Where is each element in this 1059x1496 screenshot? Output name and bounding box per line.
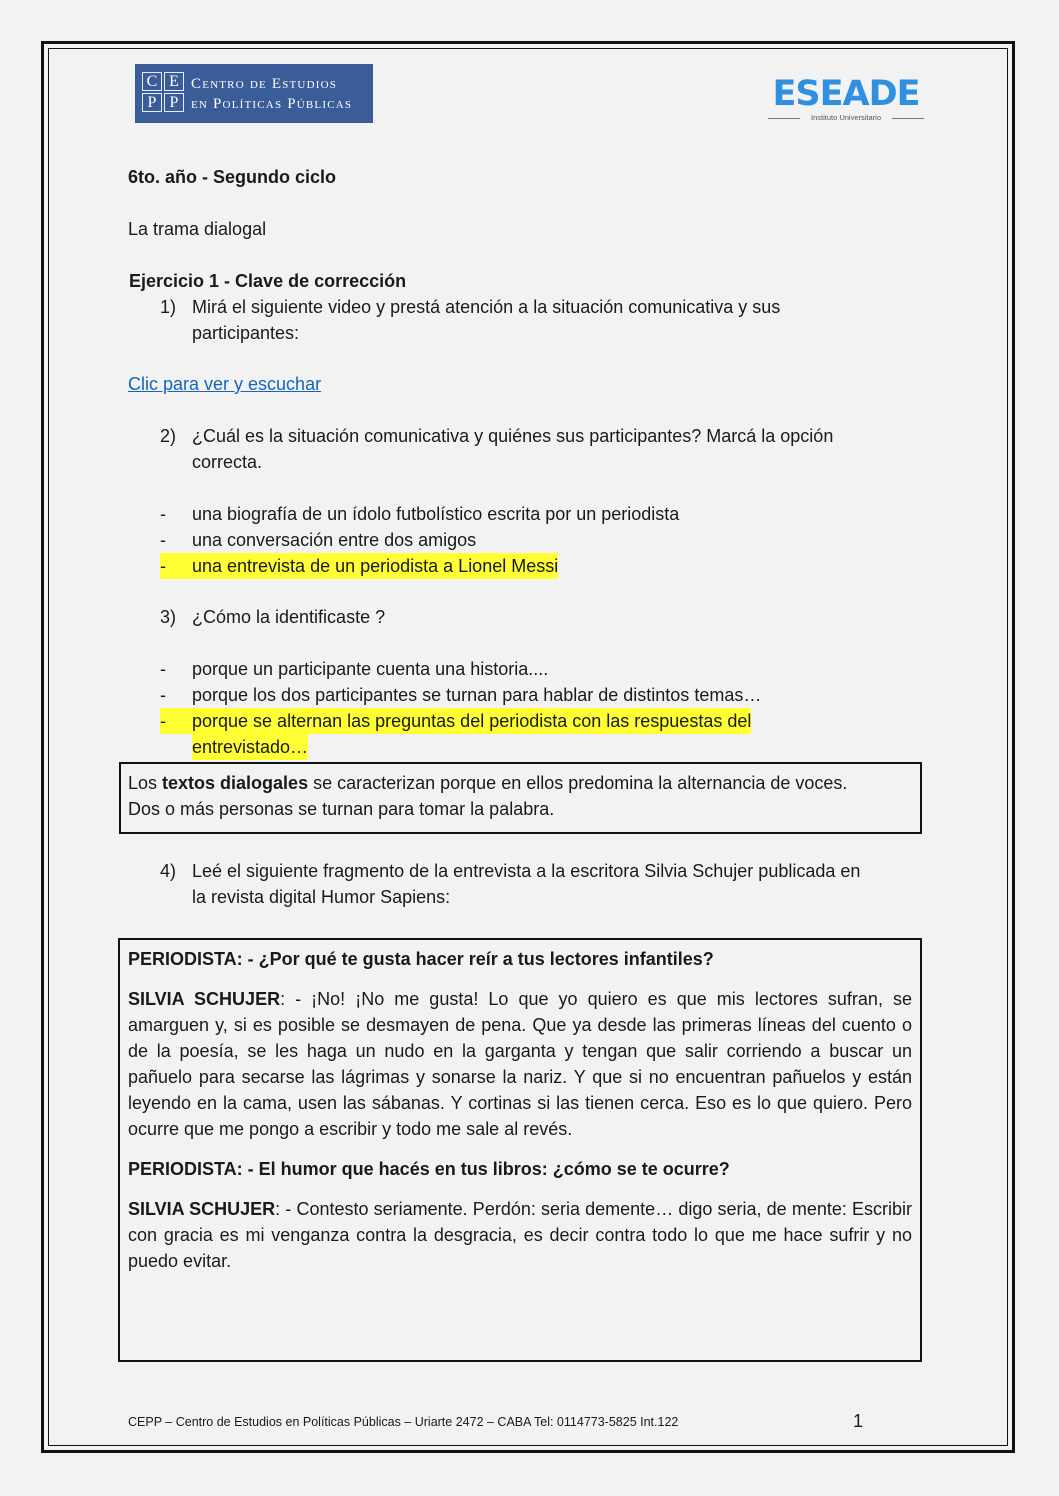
answer-speaker: SILVIA SCHUJER [128, 1199, 276, 1219]
list-dash: - [160, 504, 166, 524]
q4-number: 4) [160, 861, 177, 881]
definition-line2: Dos o más personas se turnan para tomar la palabra. [128, 799, 555, 819]
cepp-monogram [142, 72, 186, 114]
q2-text-line1: ¿Cuál es la situación comunicativa y quiénes sus participantes? Marcá la opción [192, 426, 834, 446]
q3-option: porque los dos participantes se turnan para hablar de distintos temas… [192, 685, 762, 705]
list-dash-highlighted: - [160, 708, 192, 734]
eseade-wordmark: ESEADE [772, 74, 920, 114]
page-number: 1 [853, 1411, 864, 1431]
q4-text-line2: la revista digital Humor Sapiens: [192, 887, 451, 907]
q3-text: ¿Cómo la identificaste ? [192, 607, 386, 627]
definition-pre: Los [128, 773, 163, 793]
q2-option-correct: una entrevista de un periodista a Lionel Messi [192, 553, 558, 579]
answer-speaker: SILVIA SCHUJER [128, 989, 281, 1009]
q3-option-correct-line2: entrevistado… [192, 734, 308, 760]
q2-number: 2) [160, 426, 177, 446]
q1-number: 1) [160, 297, 177, 317]
cepp-name [191, 74, 352, 114]
cepp-letter: P [142, 93, 162, 112]
cepp-logo [135, 64, 373, 123]
list-dash: - [160, 530, 166, 550]
interview-question-2: PERIODISTA: - El humor que hacés en tus libros: ¿cómo se te ocurre? [128, 1159, 730, 1179]
q1-text-line2: participantes: [192, 323, 300, 343]
q3-option-correct-line1: porque se alternan las preguntas del periodista con las respuestas del [192, 708, 751, 734]
interview-answer-2 [128, 1196, 912, 1274]
exercise-title: Ejercicio 1 - Clave de corrección [129, 271, 407, 291]
interview-question-1: PERIODISTA: - ¿Por qué te gusta hacer reír a tus lectores infantiles? [128, 949, 714, 969]
q2-option: una conversación entre dos amigos [192, 530, 477, 550]
eseade-rule-right [892, 118, 924, 119]
eseade-subtitle: Instituto Universitario [810, 113, 882, 122]
cepp-letter: C [142, 72, 162, 91]
cepp-letter: E [164, 72, 184, 91]
definition-line1 [128, 770, 847, 796]
q3-option: porque un participante cuenta una historia.... [192, 659, 549, 679]
q4-text-line1: Leé el siguiente fragmento de la entrevista a la escritora Silvia Schujer publicada en [192, 861, 861, 881]
interview-answer-1 [128, 986, 912, 1142]
answer-text: : - ¡No! ¡No me gusta! Lo que yo quiero es que mis lectores sufran, se amarguen y, si es posible se desmayen de pena. Que ya desde las primeras líneas del cuento o de la poesía, se les haga un nudo en la garganta y tengan que salir corriendo a buscar un pañuelo para secarse las lágrimas y sonarse la nariz. Y que si no encuentran pañuelos y están leyendo en la cama, usen las sábanas. Y cortinas si las tienen cerca. Eso es lo que quiero. Pero ocurre que me pongo a escribir y todo me sale al revés. [128, 989, 912, 1139]
q1-text-line1: Mirá el siguiente video y prestá atención a la situación comunicativa y sus [192, 297, 781, 317]
answer-text: : - Contesto seriamente. Perdón: seria demente… digo seria, de mente: Escribir con gracia es mi venganza contra la desgracia, es decir contra todo lo que me hace sufrir y no puedo evitar. [128, 1199, 912, 1271]
video-link[interactable]: Clic para ver y escuchar [128, 374, 322, 394]
topic-title: La trama dialogal [128, 219, 267, 239]
q3-number: 3) [160, 607, 177, 627]
q2-option: una biografía de un ídolo futbolístico escrita por un periodista [192, 504, 680, 524]
list-dash: - [160, 685, 166, 705]
course-level: 6to. año - Segundo ciclo [128, 167, 337, 187]
q2-text-line2: correcta. [192, 452, 263, 472]
definition-term: textos dialogales [162, 773, 309, 793]
cepp-letter: P [164, 93, 184, 112]
cepp-name-line2: en Políticas Públicas [191, 96, 353, 112]
cepp-name-line1: Centro de Estudios [191, 76, 338, 92]
footer-address: CEPP – Centro de Estudios en Políticas Públicas – Uriarte 2472 – CABA Tel: 0114773-5825 Int.122 [128, 1415, 679, 1429]
list-dash-highlighted: - [160, 553, 192, 579]
definition-post: se caracterizan porque en ellos predomina la alternancia de voces. [308, 773, 848, 793]
eseade-logo [766, 74, 926, 126]
list-dash: - [160, 659, 166, 679]
